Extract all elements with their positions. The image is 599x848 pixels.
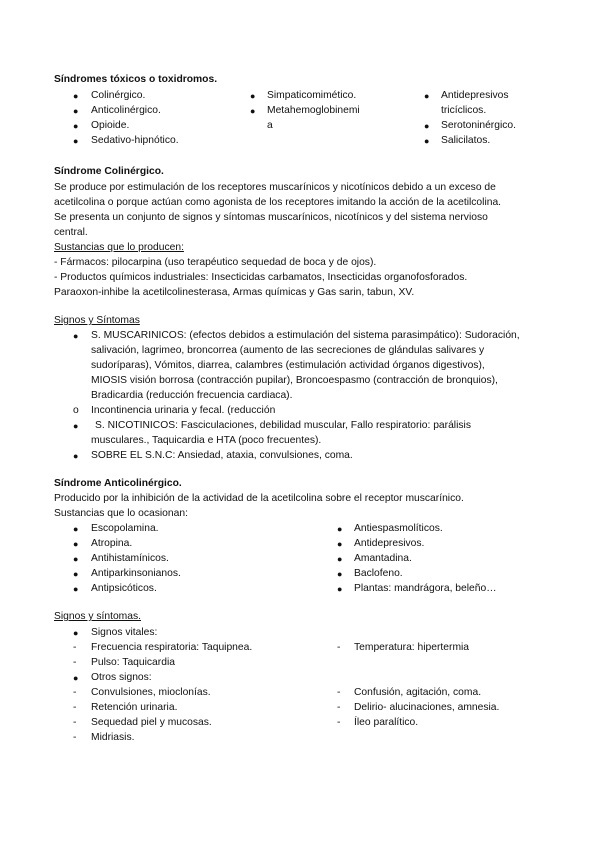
toxidrome-item-cont: a <box>267 120 273 131</box>
snc-line: SOBRE EL S.N.C: Ansiedad, ataxia, convulsiones, coma. <box>91 450 353 461</box>
section-title-colinergico: Síndrome Colinérgico. <box>54 166 164 177</box>
signos-heading: Signos y síntomas. <box>54 611 141 622</box>
muscarinicos-line: MIOSIS visión borrosa (contracción pupilar), Broncoespasmo (contracción de bronquios), <box>91 375 498 386</box>
muscarinicos-line: sudoríparas), Vómitos, diarrea, calambres (estimulación actividad órganos digestivos), <box>91 360 485 371</box>
dash-icon: - <box>73 657 77 668</box>
bullet-icon: ● <box>73 539 79 549</box>
bullet-icon: ● <box>424 121 430 131</box>
bullet-icon: ● <box>73 121 79 131</box>
paragraph-line: Se presenta un conjunto de signos y síntomas muscarínicos, nicotínicos y del sistema nervioso <box>54 212 488 223</box>
sustancia-item: Baclofeno. <box>354 568 403 579</box>
signo-item: Confusión, agitación, coma. <box>354 687 482 698</box>
incontinencia-line: Incontinencia urinaria y fecal. (reducción <box>91 405 276 416</box>
dash-icon: - <box>337 702 341 713</box>
dash-icon: - <box>73 717 77 728</box>
paragraph-line: Sustancias que lo ocasionan: <box>54 508 188 519</box>
bullet-icon: ● <box>73 451 79 461</box>
toxidrome-item: Opioide. <box>91 120 130 131</box>
bullet-icon: ● <box>73 584 79 594</box>
muscarinicos-line: salivación, lagrimeo, broncorrea (aumento de las secreciones de glándulas salivares y <box>91 345 485 356</box>
bullet-icon: ● <box>424 91 430 101</box>
sustancia-item: Antiespasmolíticos. <box>354 523 443 534</box>
signo-item: Delirio- alucinaciones, amnesia. <box>354 702 500 713</box>
signo-item: Midriasis. <box>91 732 135 743</box>
otros-signos: Otros signos: <box>91 672 152 683</box>
sustancia-line: Paraoxon-inhibe la acetilcolinesterasa, Armas químicas y Gas sarin, tabun, XV. <box>54 287 415 298</box>
paragraph-line: acetilcolina o porque actúan como agonista de los receptores imitando la acción de la acetilcolina. <box>54 197 502 208</box>
muscarinicos-line: S. MUSCARINICOS: (efectos debidos a estimulación del sistema parasimpático): Sudoración, <box>91 330 520 341</box>
section-title-anticolinergico: Síndrome Anticolinérgico. <box>54 478 182 489</box>
dash-icon: - <box>73 687 77 698</box>
bullet-icon: ● <box>73 331 79 341</box>
toxidrome-item: Metahemoglobinemi <box>267 105 360 116</box>
bullet-icon: ● <box>73 628 79 638</box>
bullet-icon: ● <box>73 554 79 564</box>
toxidrome-item: Sedativo-hipnótico. <box>91 135 179 146</box>
paragraph-line: Se produce por estimulación de los receptores muscarínicos y nicotínicos debido a un exceso de <box>54 182 496 193</box>
toxidrome-item: Serotoninérgico. <box>441 120 516 131</box>
bullet-icon: ● <box>424 136 430 146</box>
paragraph-line: central. <box>54 227 88 238</box>
bullet-icon: ● <box>337 524 343 534</box>
signo-item: Sequedad piel y mucosas. <box>91 717 212 728</box>
signo-item: Retención urinaria. <box>91 702 178 713</box>
sustancia-line: - Fármacos: pilocarpina (uso terapéutico sequedad de boca y de ojos). <box>54 257 377 268</box>
dash-icon: - <box>337 687 341 698</box>
sustancia-item: Plantas: mandrágora, beleño… <box>354 583 497 594</box>
signos-heading: Signos y Síntomas <box>54 315 140 326</box>
sustancia-item: Escopolamina. <box>91 523 159 534</box>
bullet-icon: ● <box>337 569 343 579</box>
toxidrome-item: Anticolinérgico. <box>91 105 161 116</box>
bullet-icon: ● <box>73 421 79 431</box>
sustancia-item: Antihistamínicos. <box>91 553 169 564</box>
signo-item: Frecuencia respiratoria: Taquipnea. <box>91 642 253 653</box>
toxidrome-item: Simpaticomimético. <box>267 90 357 101</box>
toxidrome-item: Colinérgico. <box>91 90 146 101</box>
nicotinicos-line: S. NICOTINICOS: Fasciculaciones, debilidad muscular, Fallo respiratorio: parálisis <box>95 420 471 431</box>
bullet-icon: ● <box>250 91 256 101</box>
signo-item: Convulsiones, mioclonías. <box>91 687 211 698</box>
bullet-icon: ● <box>73 524 79 534</box>
dash-icon: - <box>73 732 77 743</box>
paragraph-line: Producido por la inhibición de la actividad de la acetilcolina sobre el receptor muscarínico. <box>54 493 464 504</box>
toxidrome-item-cont: tricíclicos. <box>441 105 487 116</box>
dash-icon: - <box>73 702 77 713</box>
dash-icon: - <box>337 642 341 653</box>
toxidrome-item: Salicilatos. <box>441 135 491 146</box>
muscarinicos-line: Bradicardia (reducción frecuencia cardiaca). <box>91 390 293 401</box>
signo-item: Pulso: Taquicardia <box>91 657 175 668</box>
bullet-icon: ● <box>250 106 256 116</box>
bullet-icon: ● <box>73 91 79 101</box>
bullet-icon: ● <box>73 569 79 579</box>
bullet-icon: ● <box>73 106 79 116</box>
bullet-icon: ● <box>337 539 343 549</box>
bullet-icon: ● <box>337 554 343 564</box>
signo-item: Íleo paralítico. <box>354 717 419 728</box>
sustancia-item: Antipsicóticos. <box>91 583 157 594</box>
bullet-icon: ● <box>73 673 79 683</box>
dash-icon: - <box>337 717 341 728</box>
signos-vitales: Signos vitales: <box>91 627 158 638</box>
toxidrome-item: Antidepresivos <box>441 90 509 101</box>
sustancia-item: Antiparkinsonianos. <box>91 568 181 579</box>
circle-bullet-icon: o <box>73 405 79 416</box>
toxidromes-title: Síndromes tóxicos o toxidromos. <box>54 74 218 85</box>
sustancias-heading: Sustancias que lo producen: <box>54 242 184 253</box>
nicotinicos-line: musculares., Taquicardia e HTA (poco frecuentes). <box>91 435 322 446</box>
bullet-icon: ● <box>73 136 79 146</box>
sustancia-item: Atropina. <box>91 538 133 549</box>
sustancia-line: - Productos químicos industriales: Insecticidas carbamatos, Insecticidas organofosforados. <box>54 272 468 283</box>
sustancia-item: Antidepresivos. <box>354 538 425 549</box>
bullet-icon: ● <box>337 584 343 594</box>
signo-item: Temperatura: hipertermia <box>354 642 470 653</box>
dash-icon: - <box>73 642 77 653</box>
sustancia-item: Amantadina. <box>354 553 412 564</box>
